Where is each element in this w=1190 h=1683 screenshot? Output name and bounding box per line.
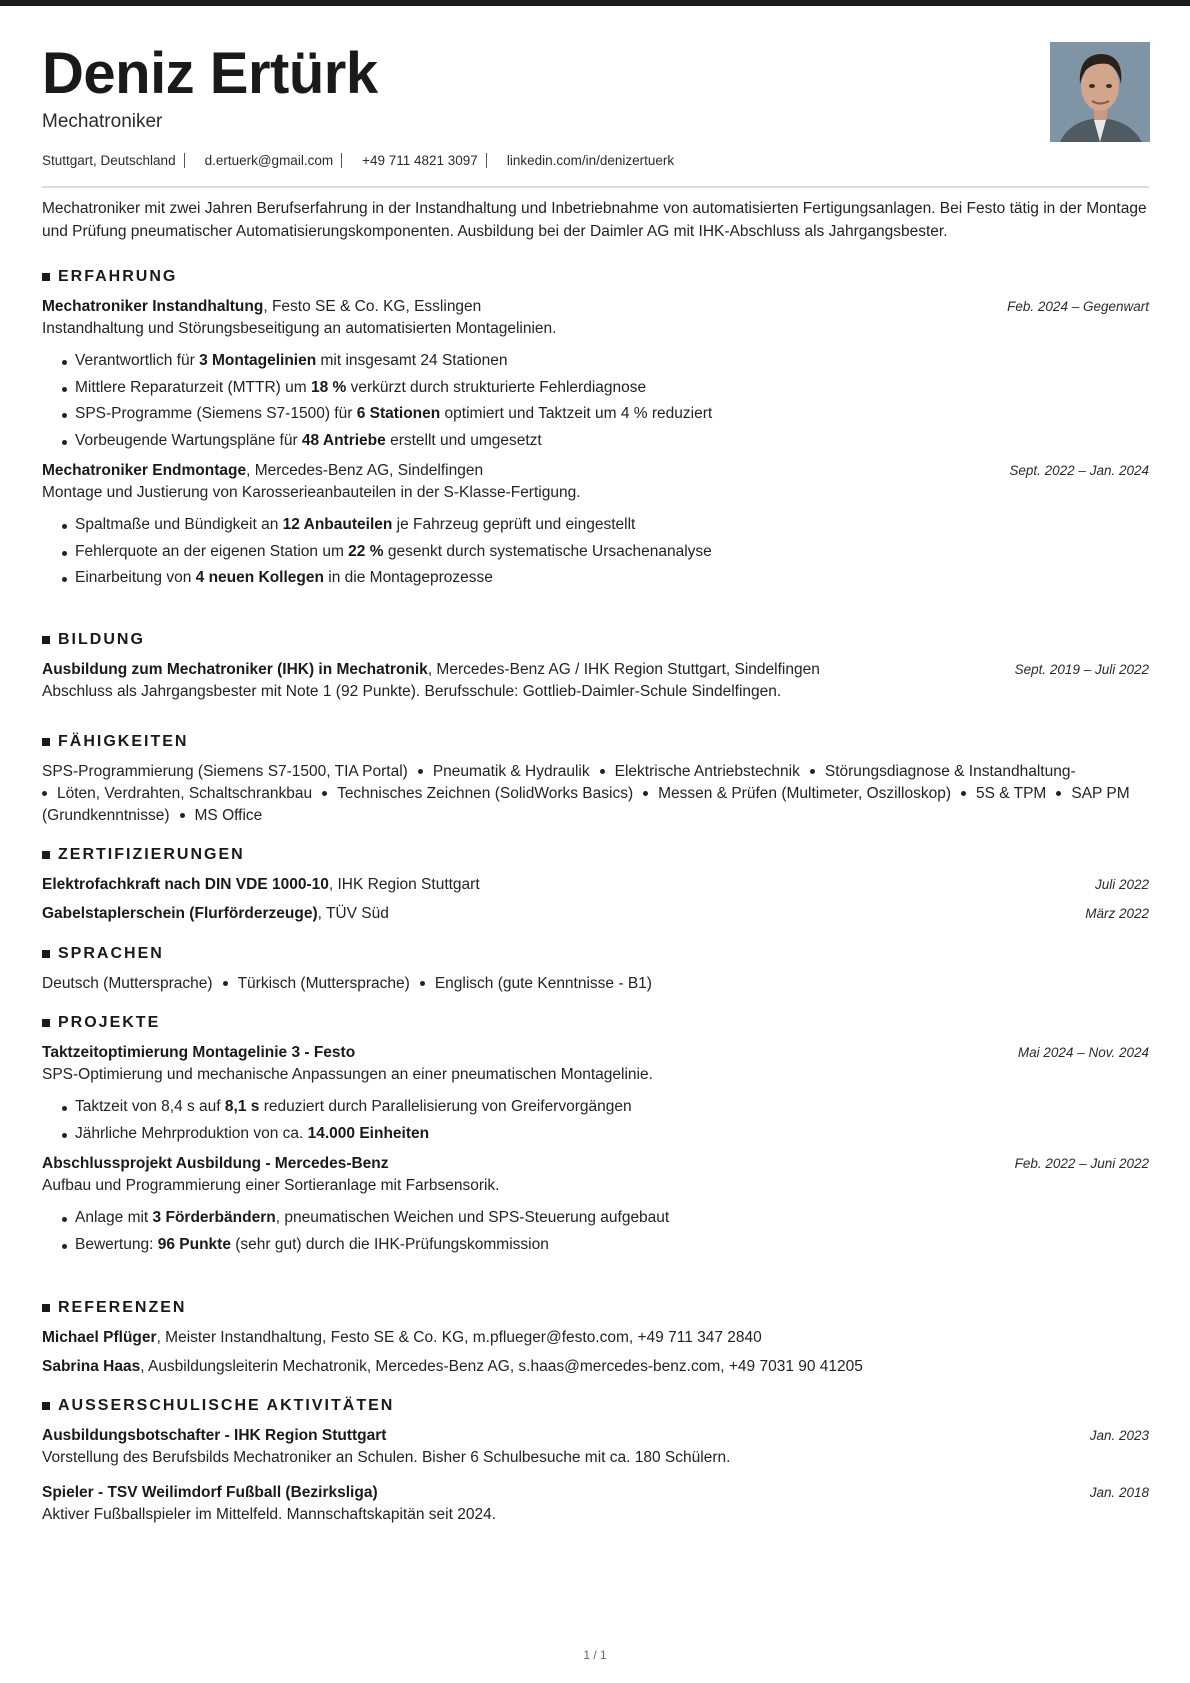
project-entry: [42, 1153, 1149, 1175]
contact-separator: [184, 153, 185, 168]
section-title: PROJEKTE: [42, 1013, 1149, 1033]
section-title: AUSSERSCHULISCHE AKTIVITÄTEN: [42, 1396, 1149, 1416]
job-company: , Festo SE & Co. KG, Esslingen: [263, 298, 482, 315]
language-item: Deutsch (Muttersprache): [42, 975, 213, 992]
reference-name: Michael Pflüger: [42, 1329, 157, 1346]
languages-list: [42, 973, 1149, 995]
skill-item: Löten, Verdrahten, Schaltschrankbau: [57, 785, 313, 802]
job-position: Mechatroniker Endmontage: [42, 462, 247, 479]
job-description: Montage und Justierung von Karosserieanbauteilen in der S-Klasse-Fertigung.: [42, 484, 581, 501]
job-bullets: [42, 512, 1149, 592]
reference-name: Sabrina Haas: [42, 1358, 141, 1375]
section-references: [42, 1298, 1149, 1378]
contact-separator: [486, 153, 487, 168]
contact-location: Stuttgart, Deutschland: [42, 153, 176, 168]
bullet-item: Einarbeitung von 4 neuen Kollegen in die Montageprozesse: [42, 565, 1149, 592]
reference-details: , Ausbildungsleiterin Mechatronik, Mercedes-Benz AG, s.haas@mercedes-benz.com, +49 7031 90 41205: [140, 1358, 863, 1375]
project-date: Mai 2024 – Nov. 2024: [1017, 1045, 1149, 1060]
job-entry: [42, 460, 1149, 482]
profile-photo: [1050, 42, 1150, 142]
square-bullet-icon: [42, 273, 50, 281]
education-entry: [42, 659, 1149, 681]
job-date: Sept. 2022 – Jan. 2024: [1009, 463, 1149, 478]
section-certifications: [42, 845, 1149, 925]
project-bullets: [42, 1094, 1149, 1147]
contact-line: [42, 153, 674, 168]
skill-item: Messen & Prüfen (Multimeter, Oszilloskop): [658, 785, 951, 802]
contact-linkedin[interactable]: linkedin.com/in/denizertuerk: [506, 153, 675, 168]
bullet-item: SPS-Programme (Siemens S7-1500) für 6 Stationen optimiert und Taktzeit um 4 % reduziert: [42, 401, 1149, 428]
activity-entry: [42, 1425, 1149, 1447]
activity-description: Aktiver Fußballspieler im Mittelfeld. Mannschaftskapitän seit 2024.: [42, 1506, 497, 1523]
square-bullet-icon: [42, 1019, 50, 1027]
section-title: ZERTIFIZIERUNGEN: [42, 845, 1149, 865]
bullet-item: Jährliche Mehrproduktion von ca. 14.000 Einheiten: [42, 1121, 1149, 1148]
section-languages: [42, 944, 1149, 995]
skill-item: Elektrische Antriebstechnik: [614, 763, 800, 780]
certification-date: März 2022: [1085, 906, 1149, 921]
reference-entry: [42, 1327, 1149, 1349]
reference-entry: [42, 1356, 1149, 1378]
project-description: Aufbau und Programmierung einer Sortieranlage mit Farbsensorik.: [42, 1177, 500, 1194]
section-title: BILDUNG: [42, 630, 1149, 650]
project-date: Feb. 2022 – Juni 2022: [1014, 1156, 1149, 1171]
job-bullets: [42, 348, 1149, 454]
section-title: ERFAHRUNG: [42, 267, 1149, 287]
certification-date: Juli 2022: [1094, 877, 1149, 892]
activity-description: Vorstellung des Berufsbilds Mechatroniker an Schulen. Bisher 6 Schulbesuche mit ca. 180 Schülern.: [42, 1449, 731, 1466]
activity-entry: [42, 1482, 1149, 1504]
page-number: 1 / 1: [583, 1648, 607, 1662]
project-entry: [42, 1042, 1149, 1064]
job-entry: [42, 296, 1149, 318]
skill-item: Pneumatik & Hydraulik: [432, 763, 590, 780]
project-name: Taktzeitoptimierung Montagelinie 3 - Festo: [42, 1044, 356, 1061]
skill-item: Technisches Zeichnen (SolidWorks Basics): [337, 785, 634, 802]
square-bullet-icon: [42, 636, 50, 644]
square-bullet-icon: [42, 1304, 50, 1312]
profile-summary: Mechatroniker mit zwei Jahren Berufserfahrung in der Instandhaltung und Inbetriebnahme von automatisierten Fertigungsanlagen. Bei Festo tätig in der Montage und Prüfung pneumatischer Automatisierungskomponenten. Ausbildung bei der Daimler AG mit IHK-Abschluss als Jahrgangsbester.: [42, 200, 1147, 240]
bullet-item: Bewertung: 96 Punkte (sehr gut) durch die IHK-Prüfungskommission: [42, 1232, 1149, 1259]
portrait-icon: [1050, 42, 1150, 142]
bullet-item: Verantwortlich für 3 Montagelinien mit insgesamt 24 Stationen: [42, 348, 1149, 375]
bullet-item: Vorbeugende Wartungspläne für 48 Antriebe erstellt und umgesetzt: [42, 428, 1149, 455]
skill-item: SPS-Programmierung (Siemens S7-1500, TIA Portal): [42, 763, 408, 780]
project-name: Abschlussprojekt Ausbildung - Mercedes-Benz: [42, 1155, 389, 1172]
skills-list: [42, 761, 1149, 827]
section-skills: [42, 732, 1149, 827]
job-company: , Mercedes-Benz AG, Sindelfingen: [246, 462, 484, 479]
job-date: Feb. 2024 – Gegenwart: [1007, 299, 1149, 314]
candidate-name: Deniz Ertürk: [42, 41, 378, 106]
activity-date: Jan. 2018: [1089, 1485, 1149, 1500]
education-date: Sept. 2019 – Juli 2022: [1014, 662, 1149, 677]
section-title: SPRACHEN: [42, 944, 1149, 964]
bullet-item: Anlage mit 3 Förderbändern, pneumatischen Weichen und SPS-Steuerung aufgebaut: [42, 1205, 1149, 1232]
section-title: FÄHIGKEITEN: [42, 732, 1149, 752]
language-item: Englisch (gute Kenntnisse - B1): [434, 975, 652, 992]
language-item: Türkisch (Muttersprache): [237, 975, 410, 992]
section-experience: [42, 267, 1149, 592]
certification-entry: Gabelstaplerschein (Flurförderzeuge), TÜV Süd März 2022: [42, 903, 1149, 925]
certification-entry: Elektrofachkraft nach DIN VDE 1000-10, IHK Region Stuttgart Juli 2022: [42, 874, 1149, 896]
candidate-role: Mechatroniker: [42, 111, 163, 132]
activity-name: Spieler - TSV Weilimdorf Fußball (Bezirksliga): [42, 1484, 378, 1501]
activity-name: Ausbildungsbotschafter - IHK Region Stuttgart: [42, 1427, 387, 1444]
activity-date: Jan. 2023: [1089, 1428, 1149, 1443]
skill-item: SAP PM (Grundkenntnisse): [42, 785, 1130, 824]
bullet-item: Fehlerquote an der eigenen Station um 22 % gesenkt durch systematische Ursachenanalyse: [42, 539, 1149, 566]
job-position: Mechatroniker Instandhaltung: [42, 298, 264, 315]
contact-email[interactable]: d.ertuerk@gmail.com: [204, 153, 334, 168]
education-degree: Ausbildung zum Mechatroniker (IHK) in Mechatronik: [42, 661, 428, 678]
top-bar: [0, 0, 1190, 6]
reference-details: , Meister Instandhaltung, Festo SE & Co. KG, m.pflueger@festo.com, +49 711 347 2840: [156, 1329, 762, 1346]
project-bullets: [42, 1205, 1149, 1258]
bullet-item: Mittlere Reparaturzeit (MTTR) um 18 % verkürzt durch strukturierte Fehlerdiagnose: [42, 375, 1149, 402]
education-institution: , Mercedes-Benz AG / IHK Region Stuttgart, Sindelfingen: [427, 661, 820, 678]
section-activities: [42, 1396, 1149, 1526]
bullet-item: Taktzeit von 8,4 s auf 8,1 s reduziert durch Parallelisierung von Greifervorgängen: [42, 1094, 1149, 1121]
bullet-item: Spaltmaße und Bündigkeit an 12 Anbauteilen je Fahrzeug geprüft und eingestellt: [42, 512, 1149, 539]
square-bullet-icon: [42, 851, 50, 859]
square-bullet-icon: [42, 1402, 50, 1410]
skill-item: Störungsdiagnose & Instandhaltung-: [824, 763, 1076, 780]
header-divider: [42, 186, 1149, 188]
education-description: Abschluss als Jahrgangsbester mit Note 1 (92 Punkte). Berufsschule: Gottlieb-Daimler-Schule Sindelfingen.: [42, 683, 782, 700]
skill-item: 5S & TPM: [976, 785, 1047, 802]
square-bullet-icon: [42, 738, 50, 746]
contact-phone[interactable]: +49 711 4821 3097: [362, 153, 478, 168]
project-description: SPS-Optimierung und mechanische Anpassungen an einer pneumatischen Montagelinie.: [42, 1066, 653, 1083]
job-description: Instandhaltung und Störungsbeseitigung an automatisierten Montagelinien.: [42, 320, 557, 337]
skill-item: MS Office: [194, 807, 263, 824]
section-projects: [42, 1013, 1149, 1258]
square-bullet-icon: [42, 950, 50, 958]
contact-separator: [341, 153, 342, 168]
section-title: REFERENZEN: [42, 1298, 1149, 1318]
section-education: [42, 630, 1149, 703]
